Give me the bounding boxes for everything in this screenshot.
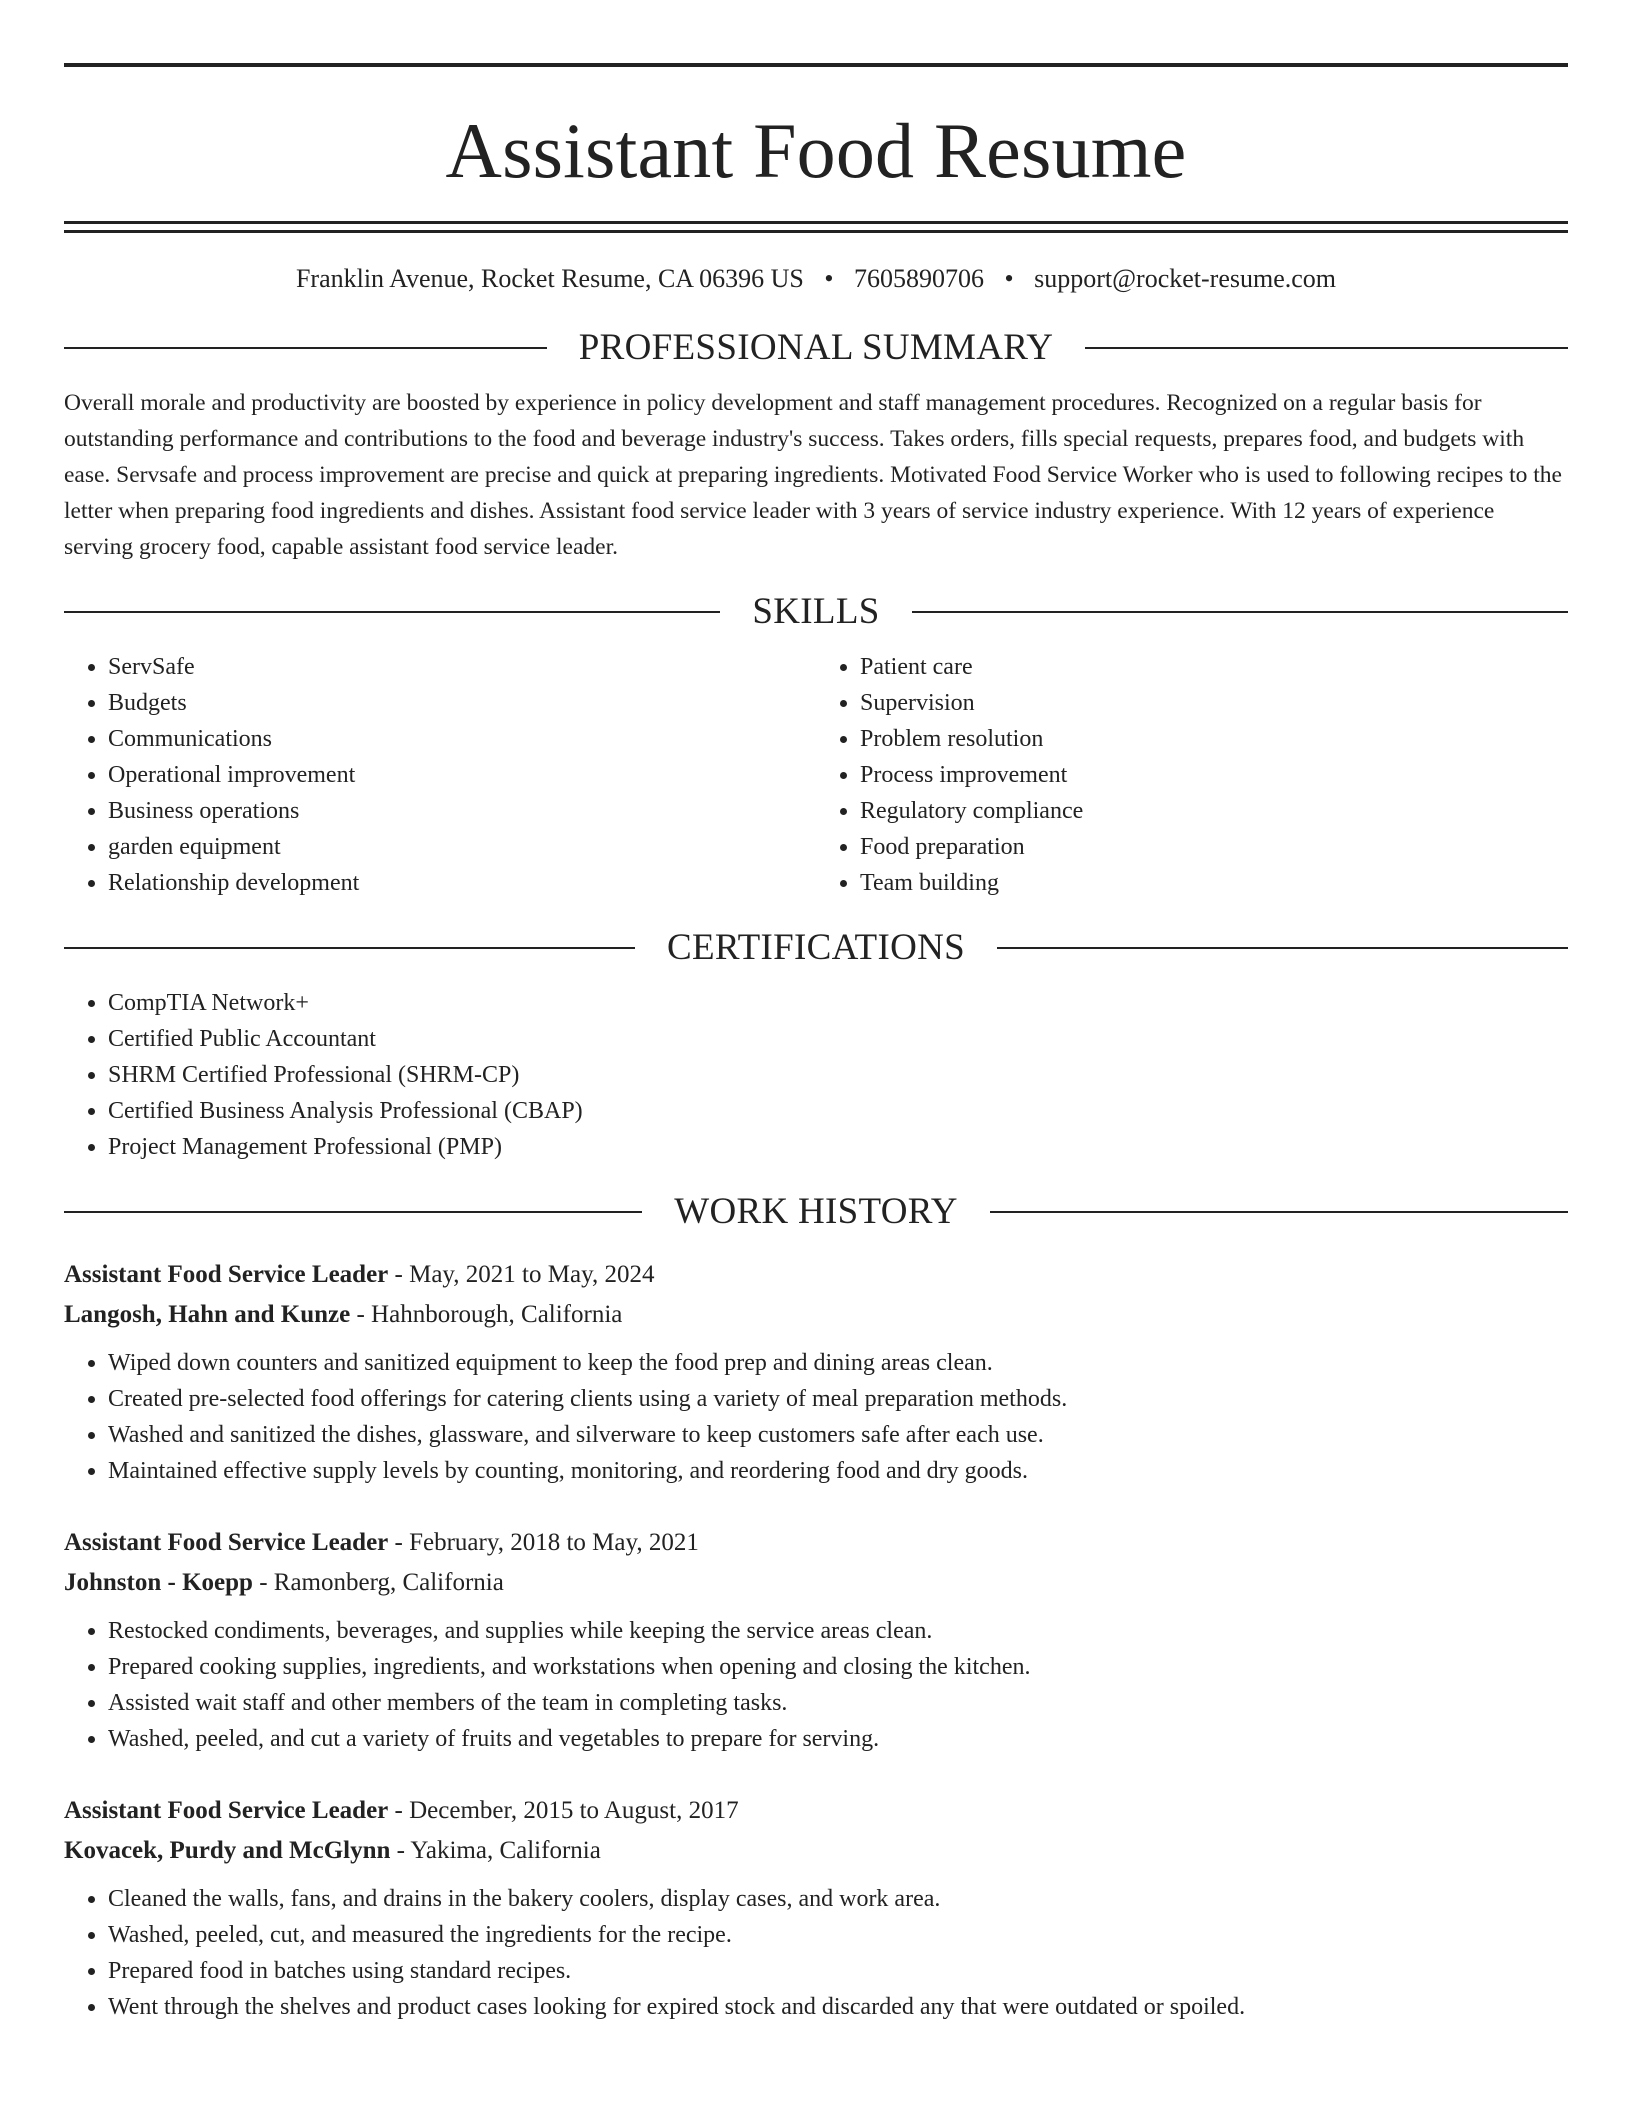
contact-email: support@rocket-resume.com	[1034, 264, 1337, 293]
job-bullet: • Washed, peeled, and cut a variety of fruits and vegetables to prepare for serving.	[108, 1721, 1568, 1757]
job-bullet: • Washed and sanitized the dishes, glassware, and silverware to keep customers safe after each use.	[108, 1417, 1568, 1453]
section-rule	[912, 611, 1568, 613]
contact-phone: 7605890706	[854, 264, 984, 293]
job-location: - Yakima, California	[390, 1837, 601, 1864]
contact-separator: •	[824, 264, 834, 293]
page-title: Assistant Food Resume	[445, 107, 1187, 194]
list-item: • CompTIA Network+	[108, 985, 1568, 1021]
section-title: WORK HISTORY	[674, 1191, 958, 1232]
section-header-summary	[64, 323, 1568, 373]
list-item: • Food preparation	[860, 829, 1568, 865]
section-title: CERTIFICATIONS	[667, 927, 965, 968]
resume-page	[64, 63, 1568, 2025]
summary-paragraph: Overall morale and productivity are boosted by experience in policy development and staff management procedures. Recognized on a regular basis for outstanding performance and contributions to the food and beverage industry's success. Takes orders, fills special requests, prepares food, and budgets with ease. Servsafe and process improvement are precise and quick at preparing ingredients. Motivated Food Service Worker who is used to following recipes to the letter when preparing food ingredients and dishes. Assistant food service leader with 3 years of service industry experience. With 12 years of experience serving grocery food, capable assistant food service leader.	[64, 390, 1562, 560]
job-title: Assistant Food Service Leader	[64, 1261, 389, 1288]
job-bullet: • Restocked condiments, beverages, and supplies while keeping the service areas clean.	[108, 1613, 1568, 1649]
list-item: • Communications	[108, 721, 816, 757]
job-bullets	[64, 1613, 1568, 1757]
job-bullet: • Assisted wait staff and other members of the team in completing tasks.	[108, 1685, 1568, 1721]
list-item: • Regulatory compliance	[860, 793, 1568, 829]
list-item: • Certified Business Analysis Professional (CBAP)	[108, 1093, 1568, 1129]
top-rule	[64, 63, 1568, 67]
section-header-skills	[64, 587, 1568, 637]
section-rule	[990, 1211, 1568, 1213]
list-item: • Budgets	[108, 685, 816, 721]
skills-columns	[64, 649, 1568, 901]
job-bullet: • Wiped down counters and sanitized equipment to keep the food prep and dining areas clean.	[108, 1345, 1568, 1381]
list-item: • Business operations	[108, 793, 816, 829]
job-company: Johnston - Koepp	[64, 1569, 253, 1596]
list-item: • Process improvement	[860, 757, 1568, 793]
section-title: PROFESSIONAL SUMMARY	[578, 327, 1054, 368]
list-item: • Problem resolution	[860, 721, 1568, 757]
job-bullet: • Maintained effective supply levels by counting, monitoring, and reordering food and dry goods.	[108, 1453, 1568, 1489]
certifications-list	[64, 985, 1568, 1165]
list-item: • ServSafe	[108, 649, 816, 685]
job-title: Assistant Food Service Leader	[64, 1797, 389, 1824]
list-item: • Project Management Professional (PMP)	[108, 1129, 1568, 1165]
job-bullet: • Went through the shelves and product cases looking for expired stock and discarded any that were outdated or spoiled.	[108, 1989, 1568, 2025]
job-title: Assistant Food Service Leader	[64, 1529, 389, 1556]
job-bullet: • Created pre-selected food offerings for catering clients using a variety of meal preparation methods.	[108, 1381, 1568, 1417]
job-company-line	[64, 1563, 1568, 1603]
job-bullet: • Washed, peeled, cut, and measured the ingredients for the recipe.	[108, 1917, 1568, 1953]
job-bullets	[64, 1881, 1568, 2025]
contact-address: Franklin Avenue, Rocket Resume, CA 06396 US	[295, 264, 804, 293]
job-location: - Ramonberg, California	[252, 1569, 504, 1596]
job-bullet: • Prepared cooking supplies, ingredients, and workstations when opening and closing the kitchen.	[108, 1649, 1568, 1685]
section-header-work-history	[64, 1187, 1568, 1237]
list-item: • Operational improvement	[108, 757, 816, 793]
section-title: SKILLS	[752, 591, 880, 632]
job-company-line	[64, 1831, 1568, 1871]
job-entry	[64, 1523, 1568, 1757]
section-rule	[64, 611, 720, 613]
job-dates: - December, 2015 to August, 2017	[388, 1797, 739, 1824]
skills-list-left	[64, 649, 816, 901]
contact-line	[64, 261, 1568, 297]
section-rule	[64, 1211, 642, 1213]
job-location: - Hahnborough, California	[350, 1301, 623, 1328]
job-company: Langosh, Hahn and Kunze	[64, 1301, 351, 1328]
job-title-line	[64, 1255, 1568, 1295]
list-item: • garden equipment	[108, 829, 816, 865]
title-double-rule	[64, 221, 1568, 233]
list-item: • SHRM Certified Professional (SHRM-CP)	[108, 1057, 1568, 1093]
list-item: • Team building	[860, 865, 1568, 901]
job-title-line	[64, 1791, 1568, 1831]
job-bullets	[64, 1345, 1568, 1489]
list-item: • Supervision	[860, 685, 1568, 721]
section-rule	[1085, 347, 1568, 349]
job-company: Kovacek, Purdy and McGlynn	[64, 1837, 391, 1864]
contact-separator: •	[1004, 264, 1014, 293]
section-rule	[64, 347, 547, 349]
job-company-line	[64, 1295, 1568, 1335]
list-item: • Relationship development	[108, 865, 816, 901]
work-history-list	[64, 1255, 1568, 2025]
section-rule	[64, 947, 635, 949]
section-header-certifications	[64, 923, 1568, 973]
skills-list-right	[816, 649, 1568, 901]
section-rule	[997, 947, 1568, 949]
job-bullet: • Prepared food in batches using standard recipes.	[108, 1953, 1568, 1989]
job-bullet: • Cleaned the walls, fans, and drains in the bakery coolers, display cases, and work area.	[108, 1881, 1568, 1917]
job-title-line	[64, 1523, 1568, 1563]
job-dates: - May, 2021 to May, 2024	[388, 1261, 655, 1288]
list-item: • Certified Public Accountant	[108, 1021, 1568, 1057]
job-entry	[64, 1791, 1568, 2025]
job-dates: - February, 2018 to May, 2021	[388, 1529, 699, 1556]
job-entry	[64, 1255, 1568, 1489]
list-item: • Patient care	[860, 649, 1568, 685]
